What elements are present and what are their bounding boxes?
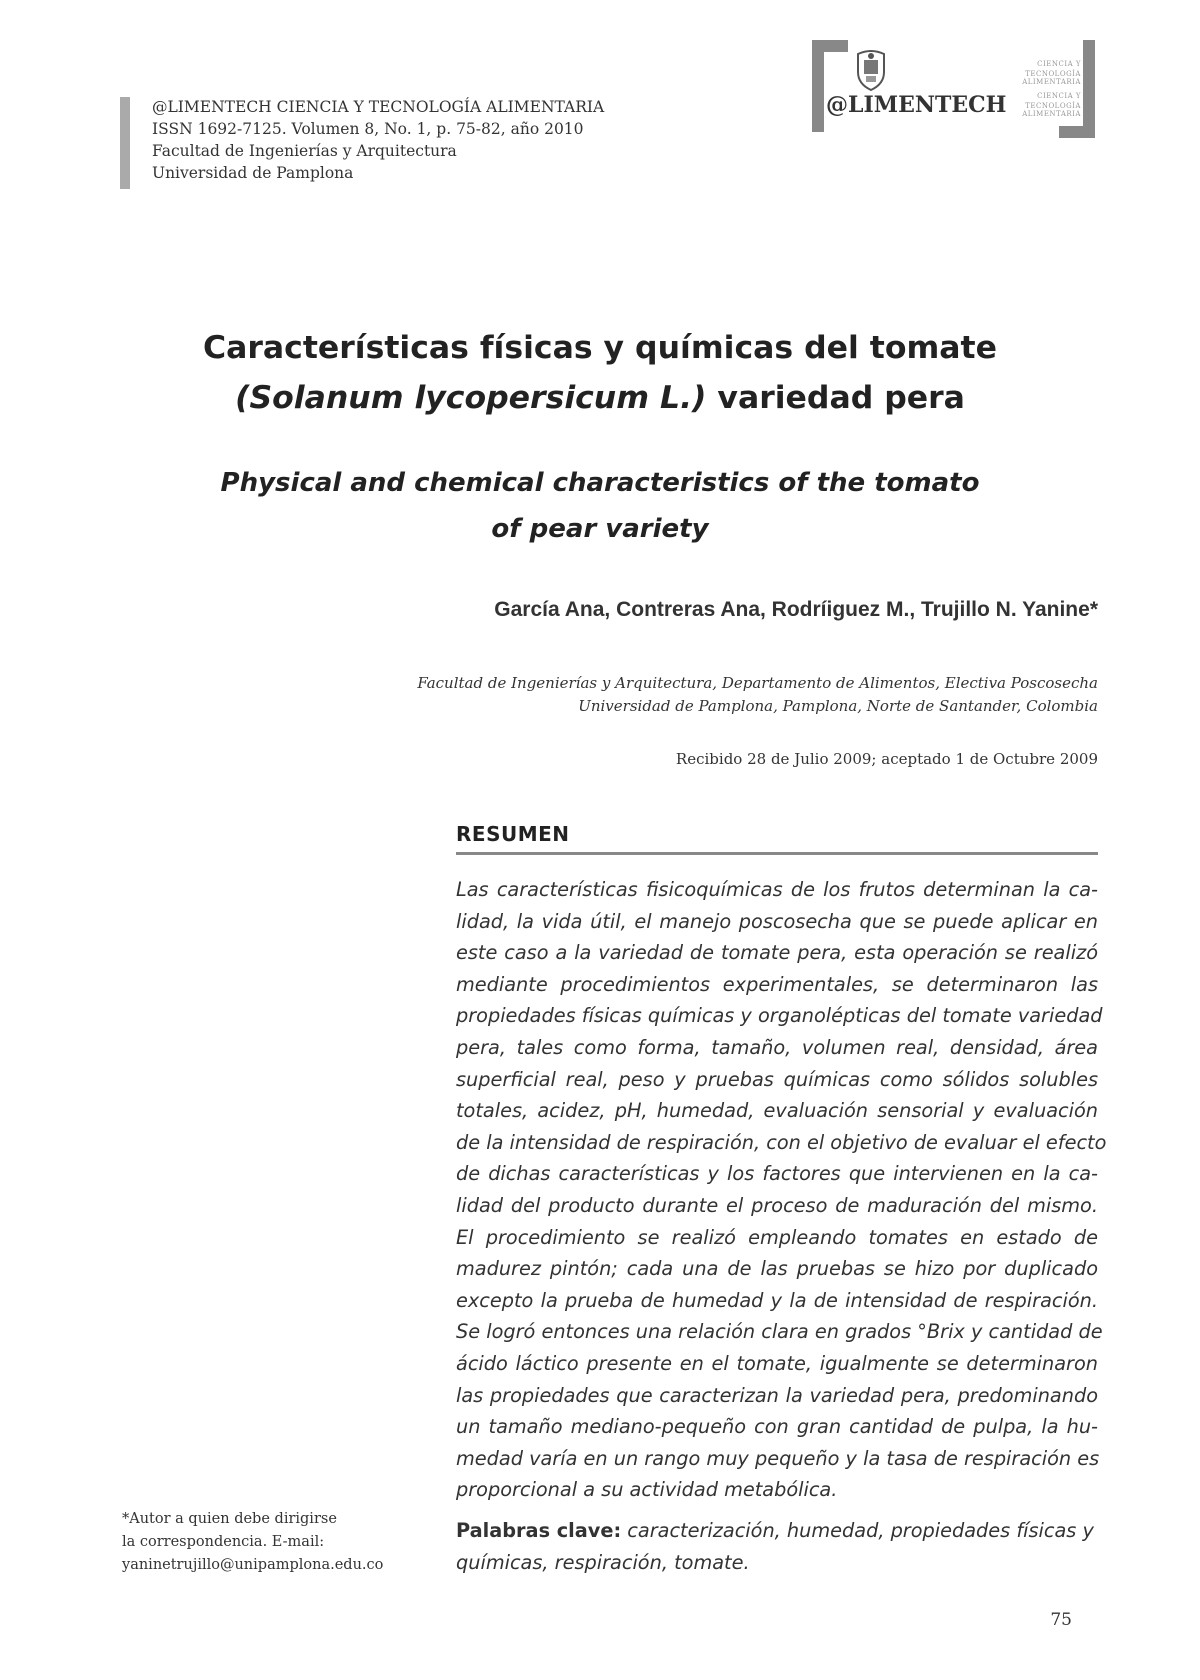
paper-subtitle xyxy=(150,460,1050,552)
university-seal-icon xyxy=(854,48,888,92)
authors: García Ana, Contreras Ana, Rodríiguez M., Trujillo N. Yanine* xyxy=(494,598,1098,621)
affiliation-line-2: Universidad de Pamplona, Pamplona, Norte de Santander, Colombia xyxy=(578,697,1098,715)
abstract-line: totales, acidez, pH, humedad, evaluación sensorial y evaluación xyxy=(456,1099,1098,1123)
resumen-heading: RESUMEN xyxy=(456,822,570,846)
abstract-line: pera, tales como forma, tamaño, volumen real, densidad, área xyxy=(456,1035,1098,1059)
issn-line: ISSN 1692-7125. Volumen 8, No. 1, p. 75-82, año 2010 xyxy=(152,120,584,138)
abstract-line: este caso a la variedad de tomate pera, esta operación se realizó xyxy=(456,941,1098,965)
abstract-line: Se logró entonces una relación clara en grados °Brix y cantidad de xyxy=(456,1320,1103,1344)
journal-info xyxy=(152,96,604,184)
abstract-line: las propiedades que caracterizan la variedad pera, predominando xyxy=(456,1383,1098,1407)
received-date: Recibido 28 de Julio 2009; aceptado 1 de Octubre 2009 xyxy=(675,750,1098,768)
abstract-line: lidad, la vida útil, el manejo poscosecha que se puede aplicar en xyxy=(456,909,1098,933)
subtitle-line-2: of pear variety xyxy=(491,514,709,544)
logo-brand: @LIMENTECH xyxy=(826,92,1007,118)
subtitle-line-1: Physical and chemical characteristics of the tomato xyxy=(220,468,980,498)
affiliation xyxy=(417,672,1098,718)
abstract-body xyxy=(456,874,1107,1506)
footnote-email: yaninetrujillo@unipamplona.edu.co xyxy=(122,1557,384,1573)
abstract-line: excepto la prueba de humedad y la de intensidad de respiración. xyxy=(456,1288,1098,1312)
logo-tag-2: TECNOLOGÍA ALIMENTARIA xyxy=(1022,70,1081,86)
abstract-line: superficial real, peso y pruebas químicas como sólidos solubles xyxy=(456,1067,1098,1091)
footnote-line-2: la correspondencia. E-mail: xyxy=(122,1534,325,1550)
logo-tag-4: TECNOLOGÍA ALIMENTARIA xyxy=(1022,102,1081,118)
header-accent-bar xyxy=(120,97,130,189)
corresponding-author-footnote xyxy=(122,1508,383,1577)
abstract-line: madurez pintón; cada una de las pruebas se hizo por duplicado xyxy=(456,1257,1098,1281)
abstract-line: ácido láctico presente en el tomate, igualmente se determinaron xyxy=(456,1351,1098,1375)
abstract-line: mediante procedimientos experimentales, se determinaron las xyxy=(456,972,1098,996)
keywords-label: Palabras clave: xyxy=(456,1519,622,1542)
title-part-1: Características físicas y químicas del tomate xyxy=(203,330,997,366)
abstract-line: El procedimiento se realizó empleando tomates en estado de xyxy=(456,1225,1098,1249)
faculty-name: Facultad de Ingenierías y Arquitectura xyxy=(152,142,457,160)
abstract-line: Las características fisicoquímicas de los frutos determinan la ca- xyxy=(456,878,1098,901)
logo-tag-3: CIENCIA Y xyxy=(1037,92,1081,100)
paper-title xyxy=(120,323,1080,423)
keywords-text: caracterización, humedad, propiedades físicas y químicas, respiración, tomate. xyxy=(456,1519,1094,1574)
abstract-line: un tamaño mediano-pequeño con gran cantidad de pulpa, la hu- xyxy=(456,1415,1098,1439)
abstract-line: medad varía en un rango muy pequeño y la tasa de respiración es xyxy=(456,1446,1100,1470)
affiliation-line-1: Facultad de Ingenierías y Arquitectura, Departamento de Alimentos, Electiva Poscosecha xyxy=(417,674,1098,692)
footnote-line-1: *Autor a quien debe dirigirse xyxy=(122,1511,337,1527)
abstract-line: propiedades físicas químicas y organolépticas del tomate variedad xyxy=(456,1004,1103,1028)
logo-tag-1: CIENCIA Y xyxy=(1037,60,1081,68)
abstract-line: lidad del producto durante el proceso de maduración del mismo. xyxy=(456,1193,1098,1217)
university-name: Universidad de Pamplona xyxy=(152,164,354,182)
abstract-line: de la intensidad de respiración, con el objetivo de evaluar el efecto xyxy=(456,1130,1107,1154)
journal-name: @LIMENTECH CIENCIA Y TECNOLOGÍA ALIMENTARIA xyxy=(152,98,605,116)
title-species: (Solanum lycopersicum L.) xyxy=(235,380,707,416)
abstract-line: de dichas características y los factores que intervienen en la ca- xyxy=(456,1162,1098,1186)
keywords xyxy=(456,1515,1098,1579)
title-part-2: variedad pera xyxy=(706,380,965,416)
page-number: 75 xyxy=(1050,1610,1072,1630)
resumen-divider xyxy=(456,852,1098,855)
abstract-line: proporcional a su actividad metabólica. xyxy=(456,1478,838,1502)
journal-logo xyxy=(812,40,1095,140)
